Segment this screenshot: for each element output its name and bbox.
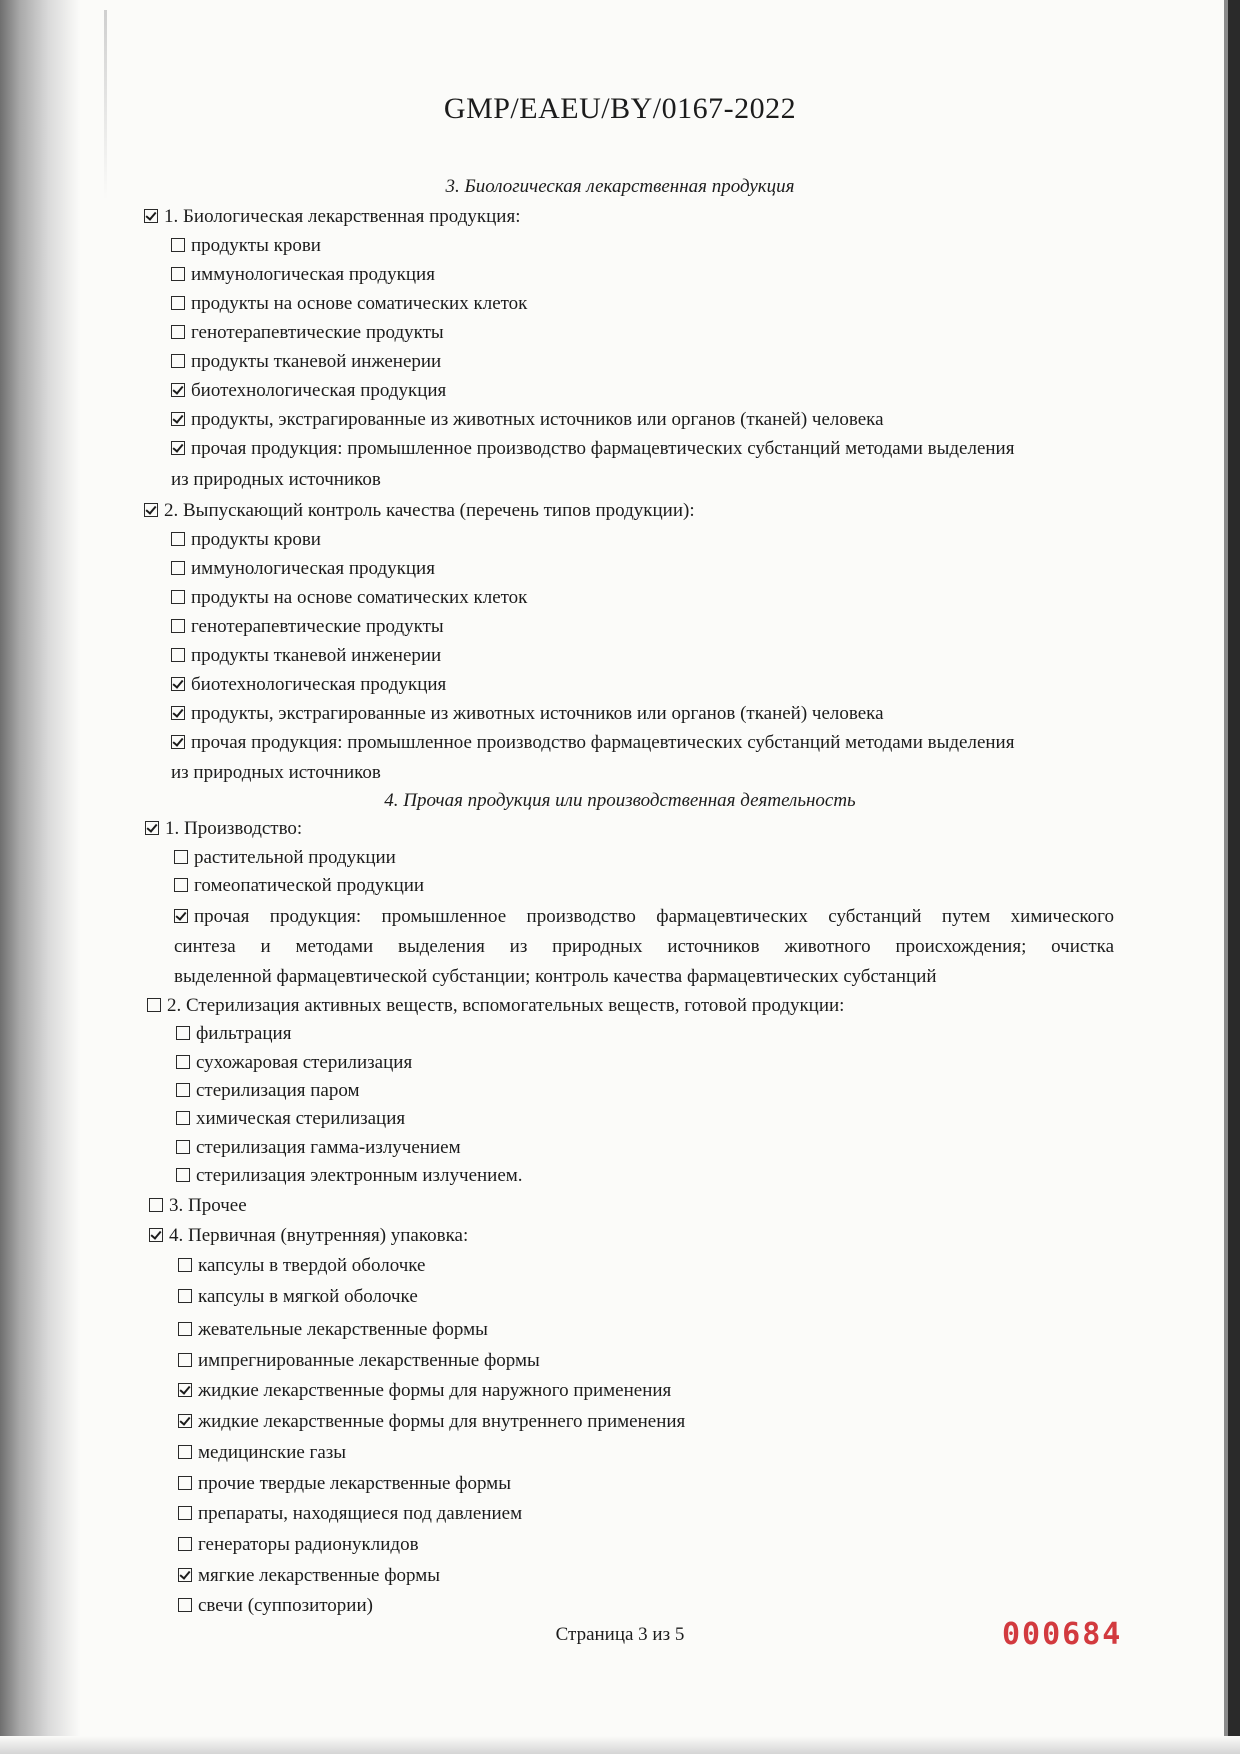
- s4-item1-label: 1. Производство:: [165, 818, 303, 839]
- checkbox-checked-icon: [171, 677, 185, 691]
- s3-item2-sub1-label: иммунологическая продукция: [191, 558, 435, 579]
- s3-item2-sub4-label: продукты тканевой инженерии: [191, 645, 442, 666]
- s4-item4-sub2-label: жевательные лекарственные формы: [198, 1319, 488, 1340]
- checkbox-empty-icon: [174, 850, 188, 864]
- s4-item2-sub0-label: фильтрация: [196, 1023, 292, 1044]
- checkbox-empty-icon: [171, 561, 185, 575]
- s4-item1-other-line2: синтеза и методами выделения из природных источников животного происхождения; очистка: [174, 936, 1114, 957]
- checkbox-empty-icon: [171, 296, 185, 310]
- s3-item2-sub2-label: продукты на основе соматических клеток: [191, 587, 528, 608]
- checkbox-empty-icon: [171, 532, 185, 546]
- s4-item4-sub7: [178, 1473, 511, 1495]
- checkbox-checked-icon: [178, 1383, 192, 1397]
- s4-item1-other-text1: прочая продукция: промышленное производство фармацевтических субстанций путем химического: [194, 906, 1114, 927]
- checkbox-empty-icon: [147, 998, 161, 1012]
- s4-item2-sub2-label: стерилизация паром: [196, 1080, 360, 1101]
- scan-right-edge: [1228, 0, 1240, 1754]
- s3-item1-label: 1. Биологическая лекарственная продукция:: [164, 206, 521, 227]
- s3-item2-sub6: [171, 703, 884, 725]
- s3-item2-sub0-label: продукты крови: [191, 529, 321, 550]
- checkbox-empty-icon: [171, 325, 185, 339]
- s3-item2-sub4: [171, 645, 441, 667]
- s4-item4-label: 4. Первичная (внутренняя) упаковка:: [169, 1225, 469, 1246]
- s3-item2: [144, 500, 695, 522]
- s3-item1-sub4-label: продукты тканевой инженерии: [191, 351, 442, 372]
- s4-item4-sub11: [178, 1595, 373, 1617]
- checkbox-empty-icon: [178, 1537, 192, 1551]
- checkbox-empty-icon: [178, 1506, 192, 1520]
- s3-item1-sub6: [171, 409, 884, 431]
- s4-item4-sub9-label: генераторы радионуклидов: [198, 1534, 419, 1555]
- page-number: Страница 3 из 5: [555, 1624, 685, 1645]
- s3-item2-sub2: [171, 587, 527, 609]
- s3-item2-label: 2. Выпускающий контроль качества (перечень типов продукции):: [164, 500, 695, 521]
- s4-item2-sub3-label: химическая стерилизация: [196, 1108, 406, 1129]
- s4-item1-sub0-label: растительной продукции: [194, 847, 396, 868]
- checkbox-empty-icon: [171, 648, 185, 662]
- checkbox-checked-icon: [171, 706, 185, 720]
- s4-item1-sub1-label: гомеопатической продукции: [194, 875, 425, 896]
- s4-item4-sub1: [178, 1286, 418, 1308]
- s4-item2-sub1: [176, 1052, 412, 1074]
- s3-item1-sub0-label: продукты крови: [191, 235, 321, 256]
- s4-item4-sub6: [178, 1442, 346, 1464]
- checkbox-empty-icon: [176, 1111, 190, 1125]
- s4-item4-sub8-label: препараты, находящиеся под давлением: [198, 1503, 523, 1524]
- scan-left-shadow: [0, 0, 80, 1754]
- s3-item2-sub5: [171, 674, 446, 696]
- s4-item4-sub10-label: мягкие лекарственные формы: [198, 1565, 441, 1586]
- s4-item2-label: 2. Стерилизация активных веществ, вспомогательных веществ, готовой продукции:: [167, 995, 845, 1016]
- checkbox-empty-icon: [171, 619, 185, 633]
- checkbox-checked-icon: [149, 1228, 163, 1242]
- checkbox-empty-icon: [171, 354, 185, 368]
- checkbox-empty-icon: [178, 1445, 192, 1459]
- s4-item2-sub4: [176, 1137, 461, 1159]
- s4-item4-sub0-label: капсулы в твердой оболочке: [198, 1255, 426, 1276]
- s3-item2-sub7: [171, 732, 1014, 754]
- s3-item1-sub7-label: прочая продукция: промышленное производство фармацевтических субстанций методами выделения: [191, 438, 1015, 459]
- s3-item2-sub6-label: продукты, экстрагированные из животных источников или органов (тканей) человека: [191, 703, 884, 724]
- checkbox-empty-icon: [171, 590, 185, 604]
- s4-item3: [149, 1195, 247, 1217]
- checkbox-empty-icon: [178, 1258, 192, 1272]
- s3-item1-sub0: [171, 235, 321, 257]
- checkbox-checked-icon: [171, 441, 185, 455]
- checkbox-checked-icon: [171, 383, 185, 397]
- section-4-heading: 4. Прочая продукция или производственная деятельность: [384, 790, 856, 811]
- checkbox-empty-icon: [178, 1476, 192, 1490]
- serial-stamp-number: 000684: [1002, 1617, 1123, 1652]
- s4-item4-sub4: [178, 1380, 671, 1402]
- checkbox-empty-icon: [174, 878, 188, 892]
- checkbox-checked-icon: [178, 1414, 192, 1428]
- checkbox-empty-icon: [178, 1289, 192, 1303]
- checkbox-empty-icon: [176, 1083, 190, 1097]
- s3-item2-sub1: [171, 558, 435, 580]
- section-3-heading: 3. Биологическая лекарственная продукция: [445, 176, 795, 197]
- s4-item2-sub4-label: стерилизация гамма-излучением: [196, 1137, 461, 1158]
- checkbox-checked-icon: [144, 503, 158, 517]
- s3-item1-sub2-label: продукты на основе соматических клеток: [191, 293, 528, 314]
- checkbox-checked-icon: [145, 821, 159, 835]
- s3-item1-sub3-label: генотерапевтические продукты: [191, 322, 444, 343]
- s3-item2-sub7-cont: из природных источников: [171, 762, 381, 783]
- s4-item4-sub10: [178, 1565, 440, 1587]
- checkbox-checked-icon: [178, 1568, 192, 1582]
- s3-item1-sub1: [171, 264, 435, 286]
- s4-item4-sub3: [178, 1350, 540, 1372]
- s3-item1-sub5: [171, 380, 446, 402]
- s3-item1-sub2: [171, 293, 527, 315]
- s4-item4-sub0: [178, 1255, 425, 1277]
- checkbox-empty-icon: [176, 1140, 190, 1154]
- checkbox-checked-icon: [144, 209, 158, 223]
- s3-item1-sub7: [171, 438, 1014, 460]
- s4-item4-sub1-label: капсулы в мягкой оболочке: [198, 1286, 418, 1307]
- s3-item1-sub5-label: биотехнологическая продукция: [191, 380, 447, 401]
- checkbox-empty-icon: [178, 1353, 192, 1367]
- s4-item1-sub1: [174, 875, 424, 897]
- s3-item1-sub6-label: продукты, экстрагированные из животных источников или органов (тканей) человека: [191, 409, 884, 430]
- s4-item2-sub0: [176, 1023, 291, 1045]
- scan-bottom-edge: [0, 1736, 1240, 1754]
- checkbox-empty-icon: [171, 238, 185, 252]
- s4-item4-sub7-label: прочие твердые лекарственные формы: [198, 1473, 511, 1494]
- checkbox-empty-icon: [176, 1055, 190, 1069]
- s4-item1-sub0: [174, 847, 396, 869]
- s4-item2-sub5: [176, 1165, 523, 1187]
- s4-item2-sub1-label: сухожаровая стерилизация: [196, 1052, 413, 1073]
- s4-item3-label: 3. Прочее: [169, 1195, 247, 1216]
- checkbox-checked-icon: [174, 909, 188, 923]
- s4-item4-sub11-label: свечи (суппозитории): [198, 1595, 373, 1616]
- s3-item1-sub3: [171, 322, 444, 344]
- s4-item1-other-line3: выделенной фармацевтической субстанции; контроль качества фармацевтических субстанций: [174, 966, 937, 987]
- s4-item4-sub6-label: медицинские газы: [198, 1442, 347, 1463]
- s4-item4: [149, 1225, 468, 1247]
- s4-item4-sub5: [178, 1411, 685, 1433]
- checkbox-empty-icon: [178, 1598, 192, 1612]
- checkbox-checked-icon: [171, 735, 185, 749]
- checkbox-empty-icon: [149, 1198, 163, 1212]
- s4-item4-sub2: [178, 1319, 488, 1341]
- s4-item2-sub2: [176, 1080, 360, 1102]
- document-number: GMP/EAEU/BY/0167-2022: [443, 92, 797, 125]
- s3-item1-sub4: [171, 351, 441, 373]
- s3-item1-sub1-label: иммунологическая продукция: [191, 264, 435, 285]
- s3-item2-sub0: [171, 529, 321, 551]
- s4-item4-sub3-label: импрегнированные лекарственные формы: [198, 1350, 540, 1371]
- s3-item2-sub3: [171, 616, 444, 638]
- s4-item4-sub5-label: жидкие лекарственные формы для внутреннего применения: [198, 1411, 686, 1432]
- s4-item2-sub3: [176, 1108, 405, 1130]
- s3-item2-sub3-label: генотерапевтические продукты: [191, 616, 444, 637]
- s4-item1: [145, 818, 302, 840]
- s3-item2-sub7-label: прочая продукция: промышленное производство фармацевтических субстанций методами выделения: [191, 732, 1015, 753]
- s3-item1-sub7-cont: из природных источников: [171, 469, 381, 490]
- s4-item1-other-line1: [174, 906, 1114, 928]
- s3-item1: [144, 206, 520, 228]
- s4-item4-sub8: [178, 1503, 522, 1525]
- checkbox-empty-icon: [176, 1168, 190, 1182]
- checkbox-empty-icon: [176, 1026, 190, 1040]
- s4-item4-sub4-label: жидкие лекарственные формы для наружного применения: [198, 1380, 672, 1401]
- s4-item2-sub5-label: стерилизация электронным излучением.: [196, 1165, 523, 1186]
- s3-item2-sub5-label: биотехнологическая продукция: [191, 674, 447, 695]
- checkbox-empty-icon: [171, 267, 185, 281]
- checkbox-checked-icon: [171, 412, 185, 426]
- s4-item4-sub9: [178, 1534, 419, 1556]
- checkbox-empty-icon: [178, 1322, 192, 1336]
- s4-item2: [147, 995, 844, 1017]
